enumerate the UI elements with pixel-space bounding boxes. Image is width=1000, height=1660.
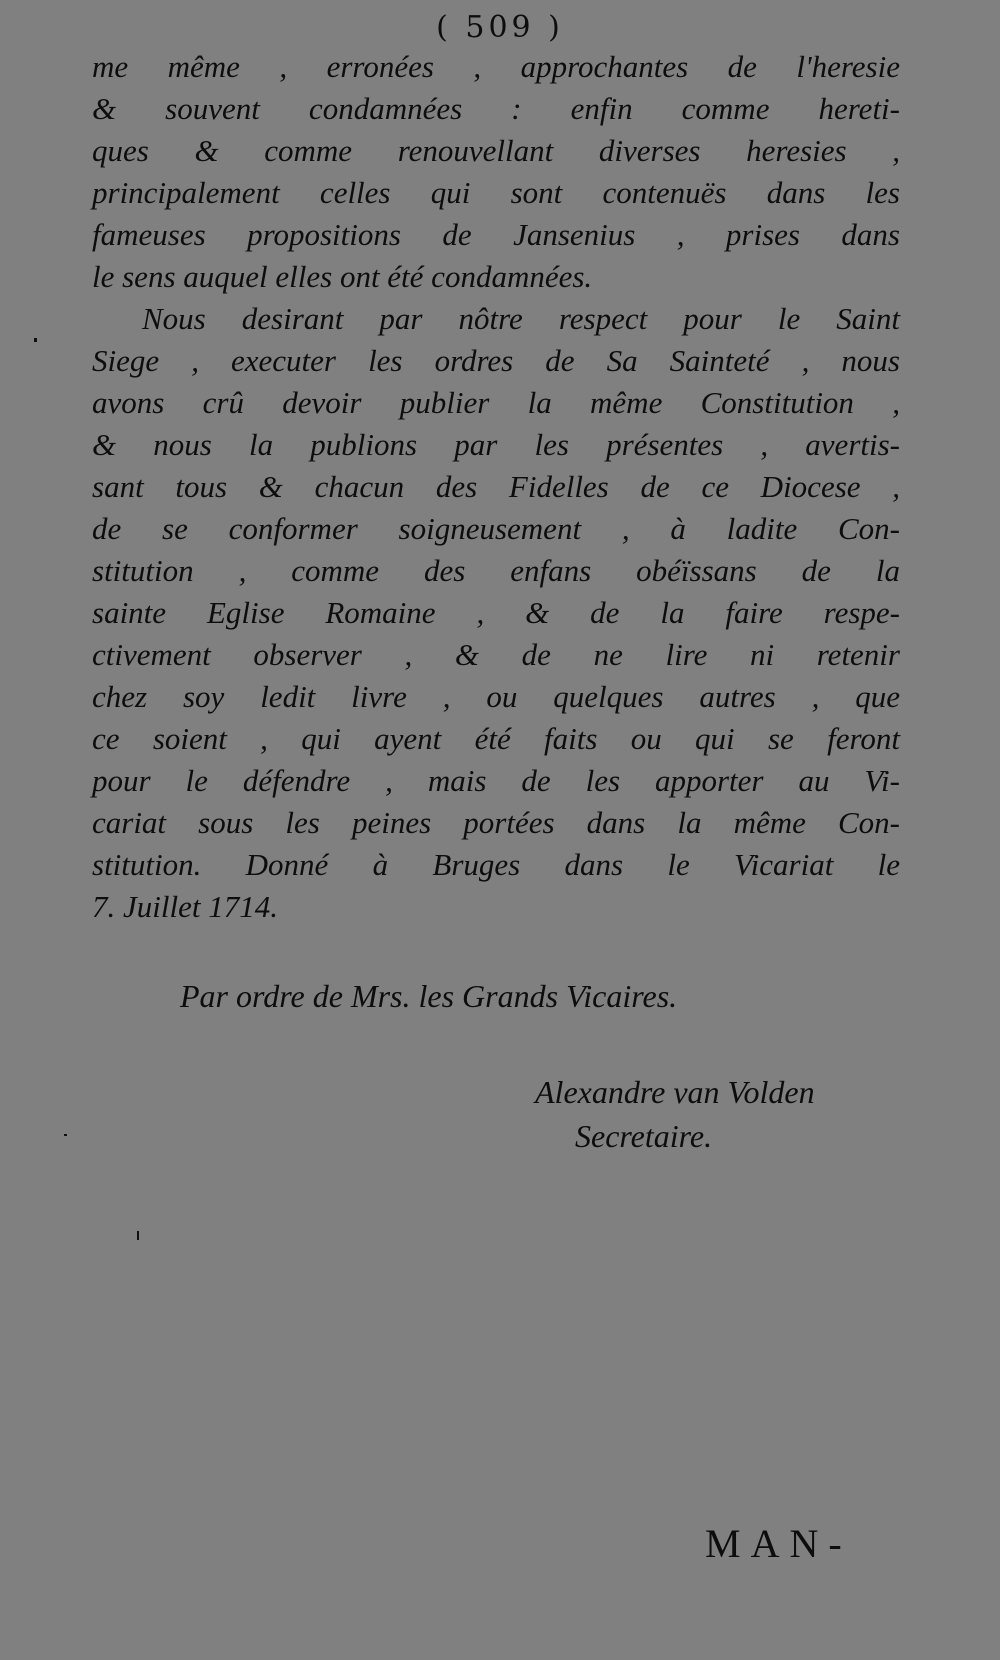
signature-block	[535, 1070, 815, 1158]
text-line: & nous la publions par les présentes , avertis-	[92, 427, 900, 462]
text-line: fameuses propositions de Jansenius , prises dans	[92, 217, 900, 252]
catchword: MAN-	[705, 1521, 852, 1566]
text-line: de se conformer soigneusement , à ladite Con-	[92, 511, 900, 546]
text-line: ce soient , qui ayent été faits ou qui se feront	[92, 721, 900, 756]
text-line: sainte Eglise Romaine , & de la faire respe-	[92, 595, 900, 630]
text-line: Nous desirant par nôtre respect pour le Saint	[142, 301, 900, 336]
text-line: chez soy ledit livre , ou quelques autres , que	[92, 679, 900, 714]
text-line: ques & comme renouvellant diverses heresies ,	[92, 133, 900, 168]
text-line: sant tous & chacun des Fidelles de ce Diocese ,	[92, 469, 900, 504]
ink-speck	[64, 1134, 67, 1136]
order-line: Par ordre de Mrs. les Grands Vicaires.	[180, 978, 678, 1014]
text-line: Siege , executer les ordres de Sa Sainteté , nous	[92, 343, 900, 378]
text-line: cariat sous les peines portées dans la même Con-	[92, 805, 900, 840]
text-line: ctivement observer , & de ne lire ni retenir	[92, 637, 900, 672]
ink-speck	[34, 338, 37, 342]
text-line: avons crû devoir publier la même Constitution ,	[92, 385, 900, 420]
text-line: pour le défendre , mais de les apporter au Vi-	[92, 763, 900, 798]
text-line: & souvent condamnées : enfin comme hereti-	[92, 91, 900, 126]
paragraph-publication	[92, 298, 900, 928]
text-line: le sens auquel elles ont été condamnées.	[92, 259, 593, 294]
signatory-name: Alexandre van Volden	[535, 1074, 815, 1110]
text-line: me même , erronées , approchantes de l'heresie	[92, 49, 900, 84]
page-number: ( 509 )	[436, 10, 564, 45]
text-line: principalement celles qui sont contenuës dans les	[92, 175, 900, 210]
ink-speck	[137, 1231, 139, 1240]
text-line: stitution. Donné à Bruges dans le Vicariat le	[92, 847, 900, 882]
signatory-title: Secretaire.	[575, 1118, 713, 1154]
paragraph-continuation	[92, 46, 900, 298]
text-line: stitution , comme des enfans obéïssans de la	[92, 553, 900, 588]
text-line: 7. Juillet 1714.	[92, 889, 278, 924]
